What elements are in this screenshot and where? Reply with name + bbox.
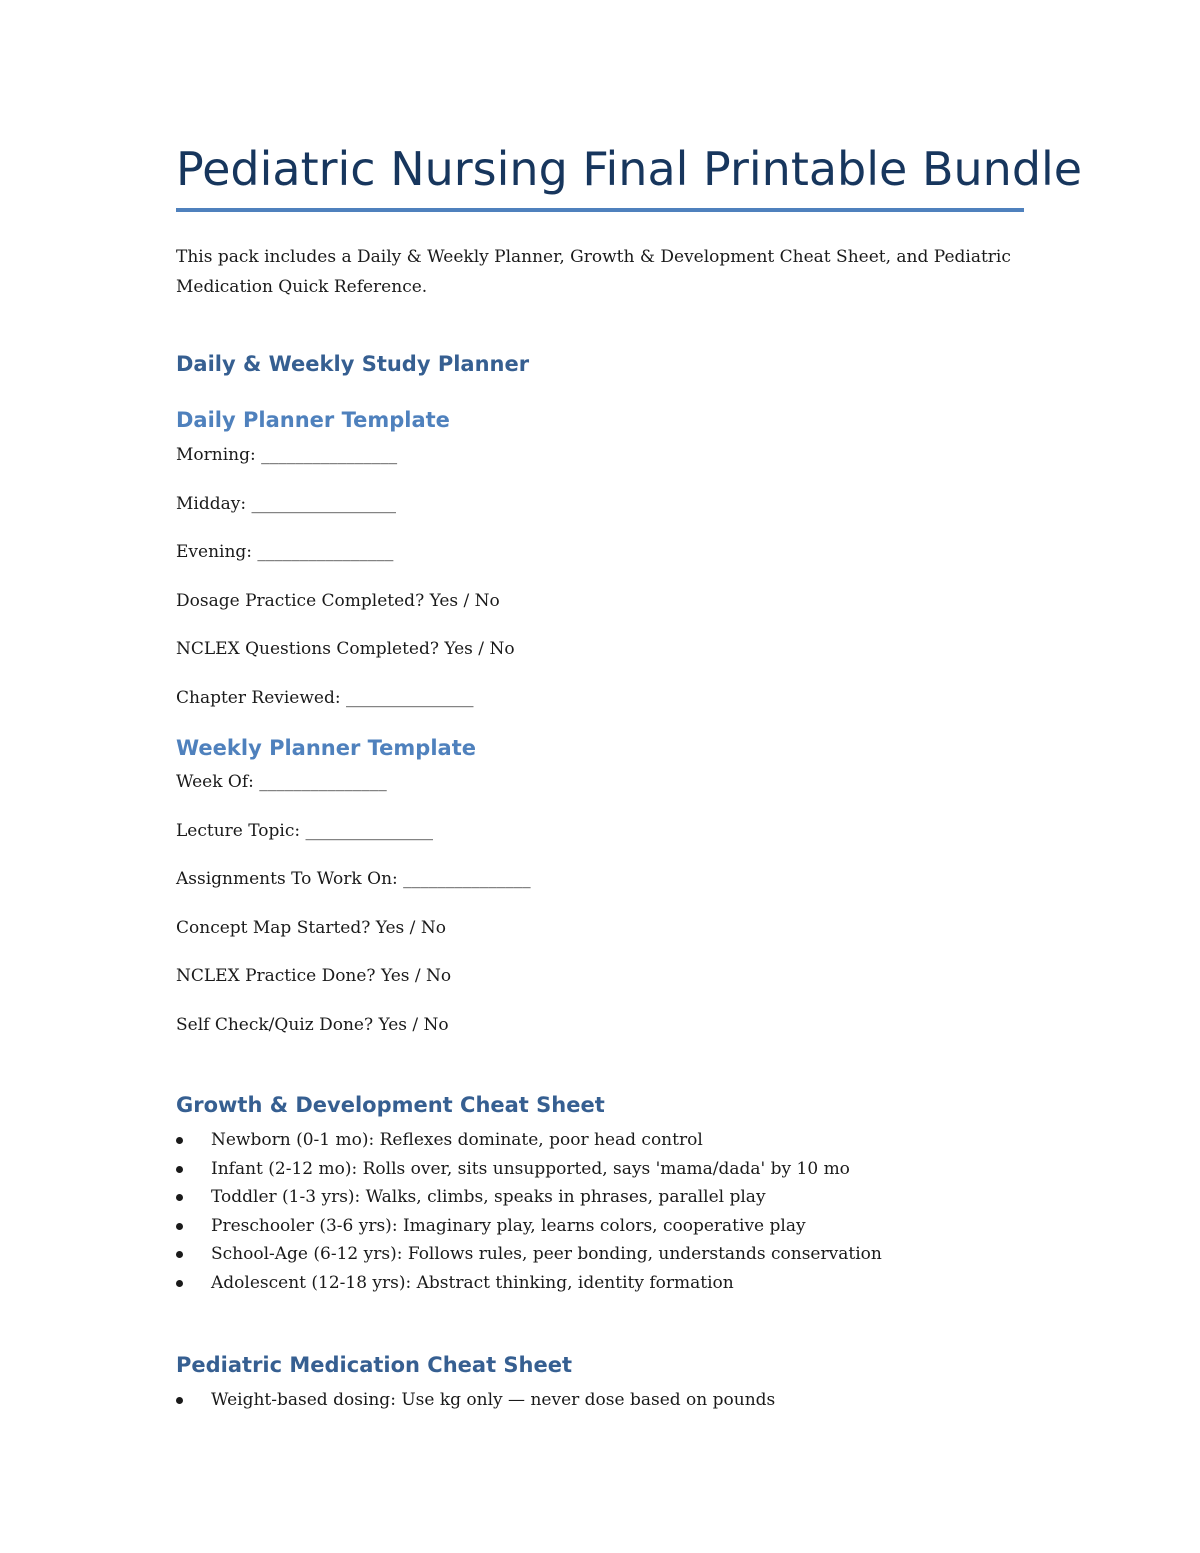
list-item: Adolescent (12-18 yrs): Abstract thinking, identity formation bbox=[176, 1269, 1024, 1298]
bullet-icon bbox=[176, 1166, 183, 1173]
weekly-line-self-check: Self Check/Quiz Done? Yes / No bbox=[176, 1015, 449, 1035]
daily-line-chapter: Chapter Reviewed: _______________ bbox=[176, 688, 474, 708]
weekly-planner-heading: Weekly Planner Template bbox=[176, 736, 476, 760]
page-title: Pediatric Nursing Final Printable Bundle bbox=[176, 142, 1083, 196]
growth-heading: Growth & Development Cheat Sheet bbox=[176, 1093, 605, 1117]
daily-line-evening: Evening: ________________ bbox=[176, 542, 394, 562]
daily-line-morning: Morning: ________________ bbox=[176, 445, 398, 465]
bullet-icon bbox=[176, 1397, 183, 1404]
list-item: Newborn (0-1 mo): Reflexes dominate, poor head control bbox=[176, 1126, 1024, 1155]
list-item: Preschooler (3-6 yrs): Imaginary play, learns colors, cooperative play bbox=[176, 1212, 1024, 1241]
daily-line-midday: Midday: _________________ bbox=[176, 494, 396, 514]
weekly-line-concept-map: Concept Map Started? Yes / No bbox=[176, 918, 446, 938]
list-item: School-Age (6-12 yrs): Follows rules, peer bonding, understands conservation bbox=[176, 1240, 1024, 1269]
weekly-line-week-of: Week Of: _______________ bbox=[176, 772, 387, 792]
growth-list bbox=[176, 1126, 1024, 1298]
list-item: Toddler (1-3 yrs): Walks, climbs, speaks in phrases, parallel play bbox=[176, 1183, 1024, 1212]
bullet-icon bbox=[176, 1137, 183, 1144]
bullet-icon bbox=[176, 1280, 183, 1287]
bullet-icon bbox=[176, 1223, 183, 1230]
weekly-line-lecture: Lecture Topic: _______________ bbox=[176, 821, 433, 841]
daily-line-nclex: NCLEX Questions Completed? Yes / No bbox=[176, 639, 515, 659]
planner-heading: Daily & Weekly Study Planner bbox=[176, 352, 530, 376]
weekly-line-nclex-practice: NCLEX Practice Done? Yes / No bbox=[176, 966, 452, 986]
list-item: Weight-based dosing: Use kg only — never dose based on pounds bbox=[176, 1386, 1024, 1415]
intro-paragraph: This pack includes a Daily & Weekly Planner, Growth & Development Cheat Sheet, and Pediatric Medication Quick Reference. bbox=[176, 247, 1011, 297]
bullet-icon bbox=[176, 1251, 183, 1258]
daily-planner-heading: Daily Planner Template bbox=[176, 408, 450, 432]
list-item: Infant (2-12 mo): Rolls over, sits unsupported, says 'mama/dada' by 10 mo bbox=[176, 1155, 1024, 1184]
medication-heading: Pediatric Medication Cheat Sheet bbox=[176, 1353, 573, 1377]
title-underline-rule bbox=[176, 208, 1024, 212]
bullet-icon bbox=[176, 1194, 183, 1201]
weekly-line-assignments: Assignments To Work On: _______________ bbox=[176, 869, 531, 889]
medication-list bbox=[176, 1386, 1024, 1415]
daily-line-dosage: Dosage Practice Completed? Yes / No bbox=[176, 591, 500, 611]
